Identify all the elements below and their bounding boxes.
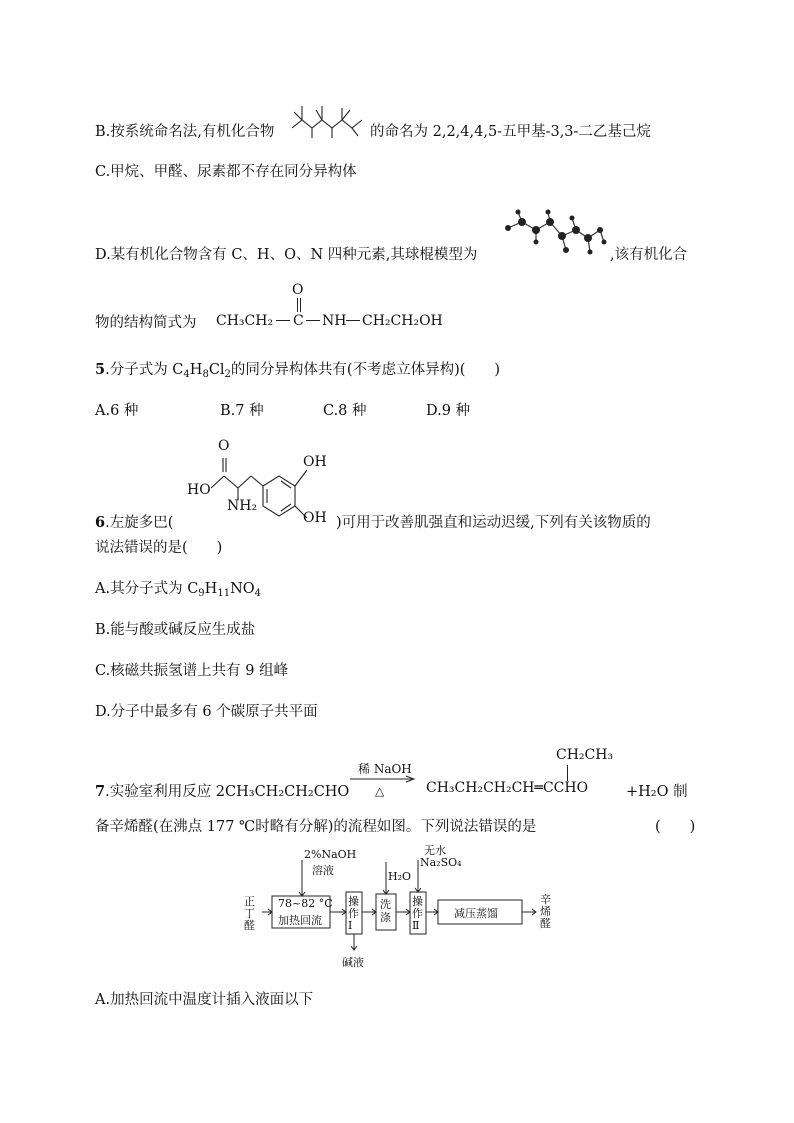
flow-jianye: 碱液: [342, 956, 364, 969]
q5-option-d: D.9 种: [426, 403, 471, 419]
product-formula: [426, 745, 626, 805]
q7-stem-c: 备辛烯醛(在沸点 177 ℃时略有分解)的流程如图。下列说法错误的是: [95, 819, 537, 835]
levodopa-oh2: OH: [303, 510, 327, 526]
product-side-chain: CH₂CH₃: [556, 747, 614, 763]
q6a-h: H: [204, 581, 218, 597]
formula-double-bond: [297, 298, 298, 312]
formula-double-bond-2: [300, 298, 301, 312]
reaction-condition-top: 稀 NaOH: [358, 762, 412, 776]
reaction-condition-bottom: △: [375, 784, 385, 798]
q6a-sub11: 11: [217, 588, 231, 599]
process-flowchart: [240, 844, 560, 975]
q4d-post: ,该有机化合: [610, 247, 688, 263]
levodopa-oh1: OH: [303, 454, 327, 470]
q4b-post-line: [370, 122, 651, 142]
q5-stem-b: 的同分异构体共有(不考虑立体异构)( ): [230, 362, 501, 378]
levodopa-structure: [183, 438, 343, 530]
q6-option-d: D.分子中最多有 6 个碳原子共平面: [95, 704, 318, 720]
flow-op1: 操作Ⅰ: [348, 895, 359, 932]
q7-answer-paren: ( ): [655, 819, 696, 835]
q5-option-b: B.7 种: [220, 403, 264, 419]
reaction-arrow: [348, 760, 418, 800]
formula-part-d: CH₂CH₂OH: [362, 313, 443, 329]
flow-naoh-label: 2%NaOH: [304, 848, 357, 861]
q5-sub2: 2: [224, 369, 231, 380]
formula-part-a: CH₃CH₂: [216, 313, 274, 329]
flow-wash: 洗涤: [380, 898, 391, 924]
q7-stem-b-line: [626, 782, 688, 802]
q4-option-b: [95, 122, 274, 142]
q6a-post: NO: [230, 581, 255, 597]
bond-2: [306, 320, 320, 321]
q5-number: 5: [95, 361, 106, 378]
levodopa-o: O: [218, 438, 230, 454]
formula-carbonyl-o: O: [292, 282, 304, 298]
q6-stem-b-line: [336, 513, 651, 533]
flow-naoh-label-2: 溶液: [312, 864, 334, 877]
q5-stem-a: .分子式为 C: [105, 362, 184, 378]
flow-start-label: 正丁醛: [244, 895, 255, 932]
bond-1: [276, 320, 290, 321]
formula-part-b: NH: [322, 313, 347, 329]
q6-stem-c: 说法错误的是( ): [95, 540, 223, 556]
flow-anhydrous: 无水: [424, 844, 446, 857]
levodopa-ho: HO: [187, 482, 211, 498]
flow-box1-temp: 78~82 °C: [278, 897, 333, 910]
arrow-icon: [348, 774, 418, 784]
q7-stem-b: +H₂O 制: [626, 784, 688, 800]
flow-op2: 操作Ⅱ: [412, 895, 423, 932]
flow-box1-reflux: 加热回流: [278, 914, 322, 927]
q4d-post-line: [610, 245, 687, 265]
formula-part-c: C: [293, 313, 304, 329]
q4-option-c: C.甲烷、甲醛、尿素都不存在同分异构体: [95, 164, 357, 180]
q6a-pre: A.其分子式为 C: [95, 581, 199, 597]
flow-h2o: H₂O: [388, 870, 412, 883]
flow-distill: 减压蒸馏: [454, 907, 498, 920]
q6-stem-b: )可用于改善肌强直和运动迟缓,下列有关该物质的: [336, 515, 651, 531]
q4b-pre: B.按系统命名法,有机化合物: [95, 124, 275, 140]
q5-h: H: [189, 362, 203, 378]
q6a-sub4: 4: [254, 588, 262, 599]
q7-stem-a: .实验室利用反应 2CH₃CH₂CH₂CHO: [105, 784, 350, 800]
flow-end-label: 辛烯醛: [540, 893, 551, 930]
q6-number: 6: [95, 514, 106, 531]
q4d2-pre: 物的结构简式为: [95, 315, 197, 331]
product-branch-bond: [567, 765, 568, 781]
q7-number: 7: [95, 783, 106, 800]
q6-option-a: [95, 579, 261, 604]
q5-option-a: A.6 种: [95, 403, 139, 419]
q4-option-d: [95, 245, 477, 265]
q5-stem: [95, 360, 500, 385]
q6-stem: [95, 513, 173, 533]
q5-cl: Cl: [208, 362, 225, 378]
q7-option-a: A.加热回流中温度计插入液面以下: [95, 992, 314, 1008]
q5-option-c: C.8 种: [323, 403, 367, 419]
ball-stick-model-icon: [500, 208, 610, 260]
amide-formula: [216, 282, 456, 332]
q6-option-c: C.核磁共振氢谱上共有 9 组峰: [95, 663, 289, 679]
skeletal-structure-icon: [288, 100, 366, 140]
q5-sub4: 4: [183, 369, 190, 380]
q4b-post: 的命名为 2,2,4,4,5-五甲基-3,3-二乙基己烷: [370, 124, 651, 140]
q6-stem-a: .左旋多巴(: [105, 515, 174, 531]
q5-sub8: 8: [202, 369, 209, 380]
q7-stem: [95, 782, 349, 802]
flow-na2so4: Na₂SO₄: [420, 856, 462, 869]
q4d-pre: D.某有机化合物含有 C、H、O、N 四种元素,其球棍模型为: [95, 247, 478, 263]
q4d-line2: [95, 313, 197, 333]
q6a-sub9: 9: [198, 588, 205, 599]
q6-option-b: B.能与酸或碱反应生成盐: [95, 622, 256, 638]
bond-3: [346, 320, 360, 321]
levodopa-nh2: NH₂: [227, 498, 258, 514]
product-main-chain: CH₃CH₂CH₂CH═CCHO: [426, 780, 589, 796]
